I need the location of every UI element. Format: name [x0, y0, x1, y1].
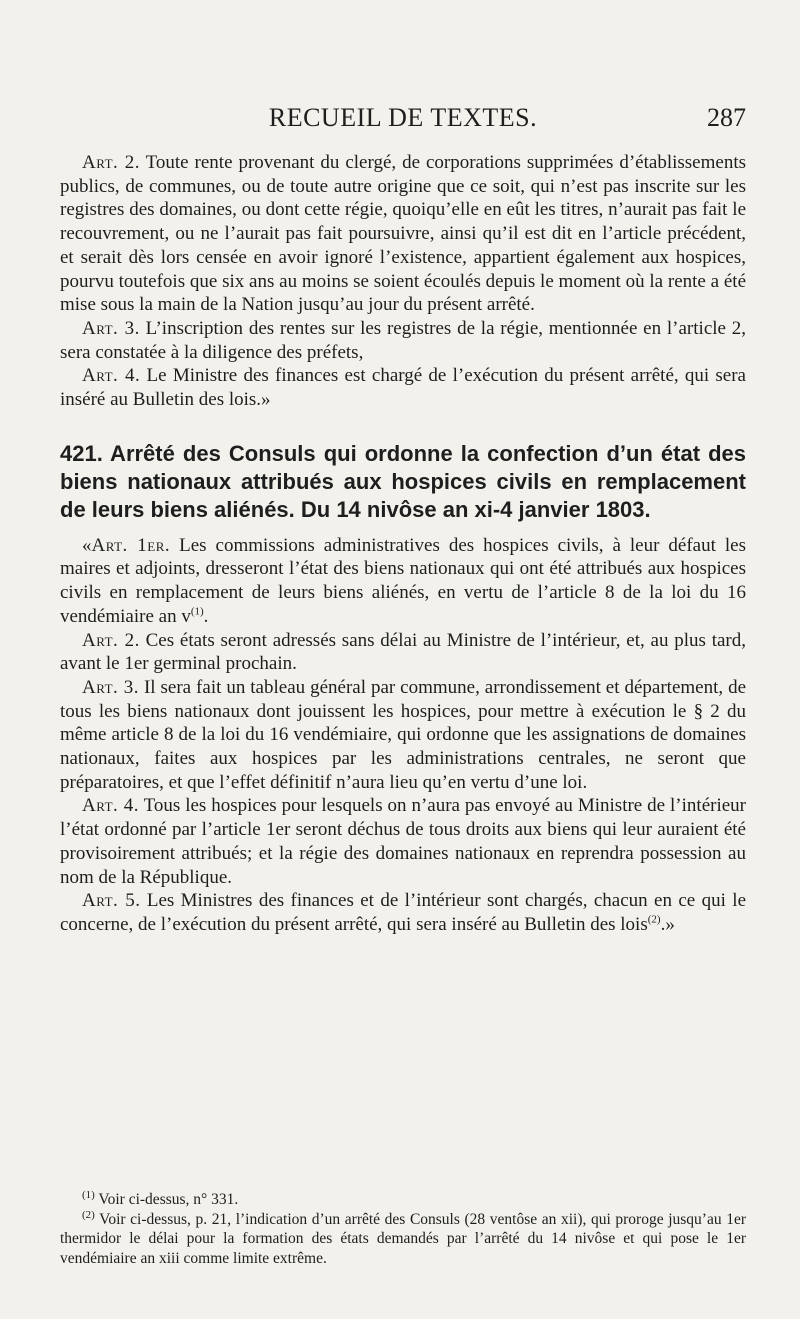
- footnote-text: Voir ci-dessus, n° 331.: [94, 1191, 239, 1208]
- article-1-paragraph: [60, 534, 746, 629]
- article-label: Art. 2.: [82, 152, 140, 173]
- article-2-paragraph: [60, 151, 746, 317]
- article-text-end: .: [203, 605, 209, 627]
- article-label: Art. 3.: [82, 676, 140, 698]
- opening-quote: «: [82, 534, 92, 556]
- article-text: Le Ministre des finances est chargé de l’exécution du présent arrêté, qui sera inséré au Bulletin des lois.»: [60, 365, 746, 411]
- main-text: [60, 151, 746, 937]
- footnote-text: Voir ci-dessus, p. 21, l’indication d’un arrêté des Consuls (28 ventôse an xii), qui proroge jusqu’au 1er thermidor le délai pour la formation des états demandés par l’arrêté du 14 nivôse et qui pose le 1er vendémiaire an xiii comme limite extrême.: [60, 1210, 746, 1267]
- article-label: Art. 1er.: [91, 534, 171, 556]
- article-label: Art. 4.: [82, 365, 141, 387]
- footnote-mark: (1): [82, 1188, 95, 1201]
- footnote-mark: (2): [82, 1208, 95, 1221]
- article-label: Art. 5.: [82, 890, 141, 912]
- footnote-1: [60, 1190, 746, 1210]
- article-text: Les Ministres des finances et de l’intérieur sont chargés, chacun en ce qui le concerne, de l’exécution du présent arrêté, qui sera inséré au Bulletin des lois: [60, 890, 746, 935]
- article-label: Art. 3.: [82, 317, 140, 339]
- article-5-paragraph: [60, 889, 746, 936]
- running-title: RECUEIL DE TEXTES.: [268, 103, 538, 132]
- page-number: 287: [707, 103, 746, 132]
- article-2-paragraph: [60, 629, 746, 676]
- article-text-end: .»: [660, 913, 675, 935]
- article-text: Il sera fait un tableau général par commune, arrondissement et département, de tous les biens nationaux dont jouissent les hospices, pour mettre à exécution le § 2 du même article 8 de la loi du 16 vendémiaire, qui ordonne que les assignations de domaines nationaux, faites aux hospices par les administrations centrales, ne seront que préparatoires, et que l’effet définitif n’aura lieu qu’en vertu d’une loi.: [60, 676, 747, 793]
- article-4-paragraph: [60, 364, 746, 411]
- article-4-paragraph: [60, 794, 746, 889]
- section-heading: 421. Arrêté des Consuls qui ordonne la confection d’un état des biens nationaux attribués aux hospices civils en remplacement de leurs biens aliénés. Du 14 nivôse an xi-4 janvier 1803.: [60, 440, 746, 522]
- footnote-ref: (1): [190, 605, 204, 618]
- article-text: Les commissions administratives des hospices civils, à leur défaut les maires et adjoints, dresseront l’état des biens nationaux qui ont été attribués aux hospices civils en remplacement de leurs biens aliénés, en vertu de l’article 8 de la loi du 16 vendémiaire an v: [60, 534, 746, 627]
- article-text: Ces états seront adressés sans délai au Ministre de l’intérieur, et, au plus tard, avant le 1er germinal prochain.: [60, 629, 747, 675]
- page-header: [60, 103, 746, 137]
- article-3-paragraph: [60, 317, 746, 364]
- article-label: Art. 2.: [82, 629, 140, 651]
- footnote-2: [60, 1210, 746, 1269]
- article-3-paragraph: [60, 676, 746, 795]
- article-text: L’inscription des rentes sur les registres de la régie, mentionnée en l’article 2, sera constatée à la diligence des préfets,: [60, 317, 746, 363]
- article-text: Tous les hospices pour lesquels on n’aura pas envoyé au Ministre de l’intérieur l’état ordonné par l’article 1er seront déchus de tous droits aux biens qui leur auraient été provisoirement attribués; et la régie des domaines nationaux en reprendra possession au nom de la République.: [60, 795, 746, 888]
- article-label: Art. 4.: [82, 795, 139, 817]
- article-text: Toute rente provenant du clergé, de corporations supprimées d’établissements publics, de communes, ou de toute autre origine que ce soit, qui n’est pas inscrite sur les registres des domaines, ou dont cette régie, quoiqu’elle en eût les titres, n’aurait pas fait le recouvrement, ou ne l’aurait pas fait poursuivre, ainsi qu’il est dit en l’article précédent, et serait dès lors censée en avoir ignoré l’existence, appartient également aux hospices, pourvu toutefois que six ans au moins se soient écoulés depuis le moment où la rente a été mise sous la main de la Nation jusqu’au jour du présent arrêté.: [60, 152, 746, 316]
- footnotes: [60, 1190, 746, 1268]
- footnote-ref: (2): [647, 913, 661, 926]
